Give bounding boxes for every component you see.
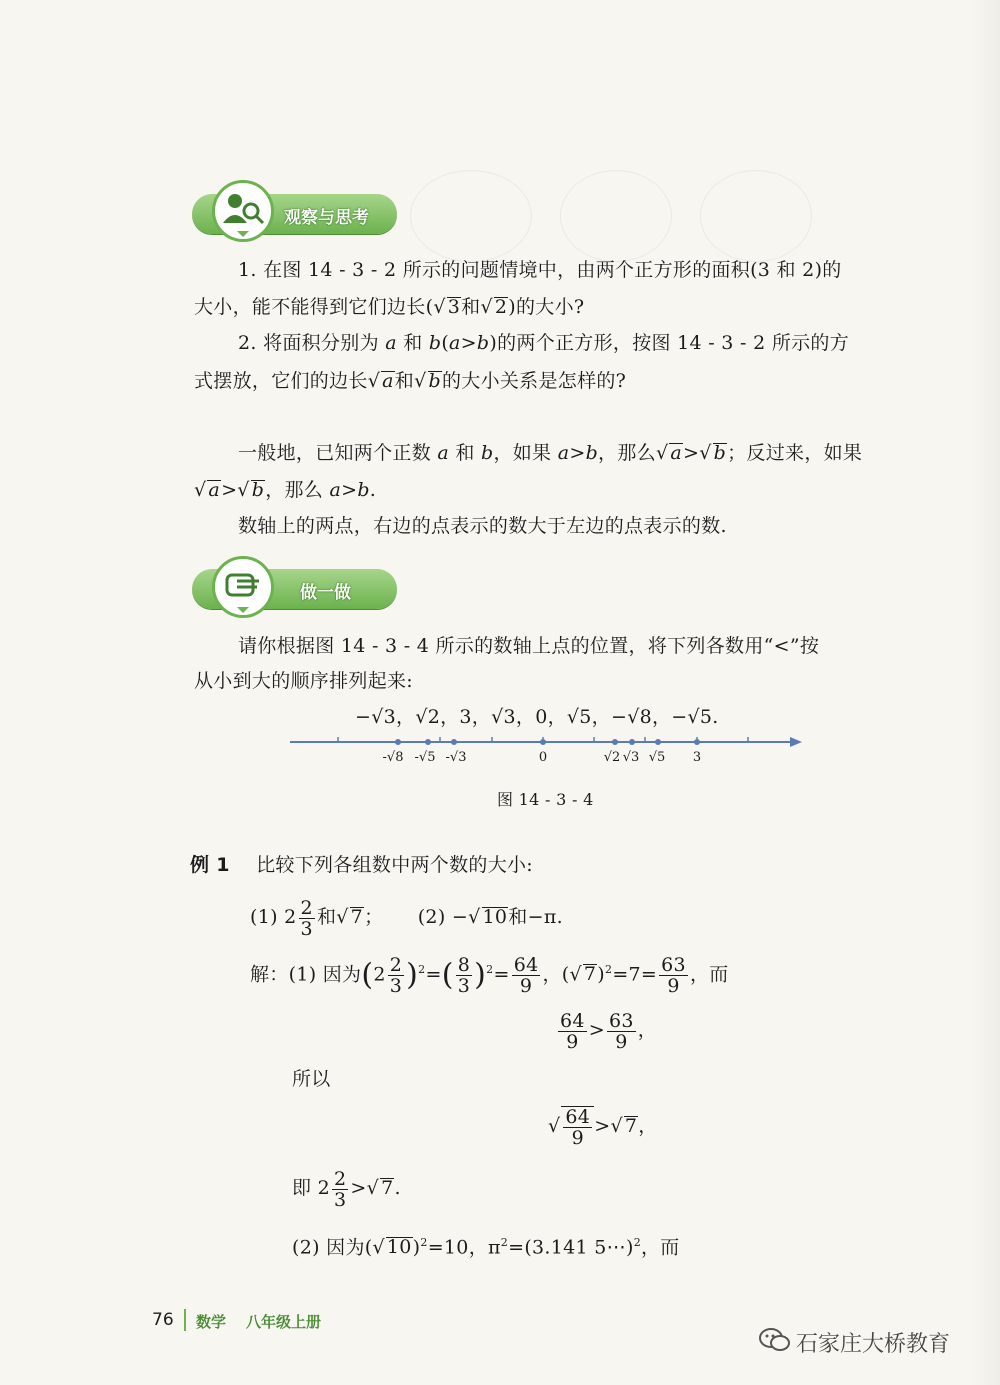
example-title: 比较下列各组数中两个数的大小: <box>256 854 533 876</box>
task-line-1: 请你根据图 14 - 3 - 4 所示的数轴上点的位置，将下列各数用“<”按 <box>238 635 820 657</box>
watermark-text: 石家庄大桥教育 <box>796 1332 951 1357</box>
badge-label: 观察与思考 <box>284 208 369 228</box>
axis-labels <box>383 750 702 765</box>
solution-conclusion: 即 2 $\frac{2}{3}$ >√ 7. <box>292 1167 401 1211</box>
axis-label: √2 <box>603 750 621 765</box>
wechat-icon <box>758 1326 792 1354</box>
axis-label: 0 <box>538 750 548 765</box>
solution-inequality-1: $\frac{64}{9}$ > $\frac{63}{9}$ ， <box>560 1009 658 1053</box>
task-line-2: 从小到大的顺序排列起来: <box>194 670 414 692</box>
question-1-line-1: 1. 在图 14 - 3 - 2 所示的问题情境中，由两个正方形的面积(3 和 2)的 <box>238 259 842 281</box>
badge-label: 做一做 <box>300 583 351 603</box>
person-magnifier-icon <box>215 183 271 239</box>
axis-label: -√8 <box>382 750 404 765</box>
axis-arrow <box>790 737 802 747</box>
bleed-through-circle <box>410 170 532 262</box>
example-label: 例 1 <box>190 854 230 876</box>
question-2-line-1: 2. 将面积分别为 a 和 b(a>b)的两个正方形，按图 14 - 3 - 2 所示的方 <box>238 332 850 354</box>
axis-label: -√5 <box>414 750 436 765</box>
question-2-line-2: 式摆放，它们的边长√ a和√ b的大小关系是怎样的? <box>194 370 627 392</box>
footer-divider <box>184 1309 186 1331</box>
page-number: 76 <box>152 1310 174 1330</box>
axis-label: √3 <box>622 750 640 765</box>
general-rule-line-2: √ a>√ b，那么 a>b. <box>194 479 377 501</box>
bleed-through-circle <box>700 170 812 262</box>
axis-label: 3 <box>692 750 702 765</box>
solution-inequality-2: √ $\frac{64}{9}$ >√ 7， <box>548 1105 658 1149</box>
general-rule-line-1: 一般地，已知两个正数 a 和 b，如果 a>b，那么√ a>√ b；反过来，如果 <box>238 442 863 464</box>
example-heading <box>190 852 533 878</box>
badge-icon-circle <box>212 180 274 242</box>
hand-icon <box>215 559 271 615</box>
axis-label: -√3 <box>445 750 467 765</box>
axis-label: √5 <box>648 750 666 765</box>
solution-therefore: 所以 <box>292 1068 331 1090</box>
page-edge <box>972 0 1000 1385</box>
solution-part-2: (2) 因为(√ 10)$^2$=10，$\pi^2=(3.141$ 5⋯)$^2$，而 <box>292 1236 680 1259</box>
bleed-through-circle <box>560 170 672 262</box>
example-parts: (1) 2 $\frac{2}{3}$ 和√ 7； (2) −√ 10和−π. <box>250 896 563 940</box>
number-line-rule: 数轴上的两点，右边的点表示的数大于左边的点表示的数. <box>238 515 727 537</box>
footer-subject: 数学 <box>196 1313 227 1331</box>
solution-line-1: 解：(1) 因为(2 $\frac{2}{3}$ )$^2$=( $\frac{8}{3}$ )$^2$= $\frac{64}{9}$ ，(√ 7)$^2$=7= $\frac{63}{9}$ ，而 <box>250 953 729 997</box>
number-line-figure <box>0 725 1000 785</box>
question-1-line-2: 大小，能不能得到它们边长(√ 3和√ 2)的大小? <box>194 296 585 318</box>
badge-icon-circle <box>212 556 274 618</box>
footer-grade: 八年级上册 <box>246 1313 322 1331</box>
figure-caption: 图 14 - 3 - 4 <box>497 790 594 809</box>
numbers-to-order: −√3，√2，3，√3，0，√5，−√8，−√5. <box>355 706 719 728</box>
